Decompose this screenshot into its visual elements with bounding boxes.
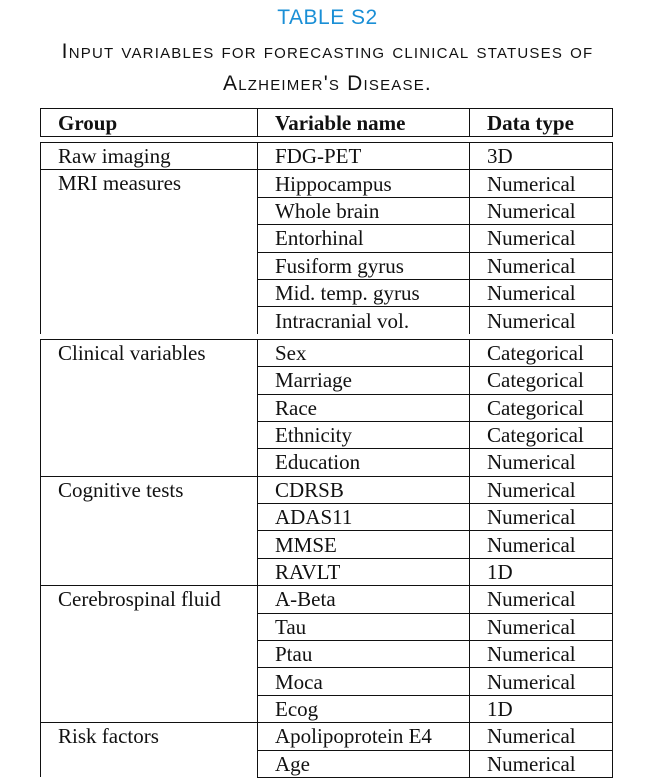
group-cell: Cerebrospinal fluid: [41, 586, 258, 723]
group-cell: Risk factors: [41, 723, 258, 778]
data-type-cell: 3D: [470, 143, 613, 170]
data-type-cell: 1D: [470, 695, 613, 722]
table-row: [41, 723, 613, 750]
data-type-cell: Numerical: [470, 750, 613, 777]
data-type-cell: 1D: [470, 558, 613, 585]
variable-name-cell: Education: [258, 449, 470, 476]
table-row: [41, 143, 613, 170]
group-cell: Cognitive tests: [41, 476, 258, 586]
header-variable-name: Variable name: [258, 109, 470, 137]
table-row: [41, 586, 613, 613]
variable-name-cell: Ethnicity: [258, 421, 470, 448]
header-row: [41, 109, 613, 137]
variable-name-cell: Intracranial vol.: [258, 307, 470, 334]
data-type-cell: Numerical: [470, 531, 613, 558]
table-caption: Input variables for forecasting clinical statuses of Alzheimer's Disease.: [61, 40, 594, 95]
data-type-cell: Numerical: [470, 252, 613, 279]
table-body: [41, 137, 613, 778]
group-cell: MRI measures: [41, 170, 258, 334]
data-type-cell: Numerical: [470, 197, 613, 224]
variable-name-cell: Mid. temp. gyrus: [258, 279, 470, 306]
data-type-cell: Categorical: [470, 367, 613, 394]
data-type-cell: Numerical: [470, 668, 613, 695]
data-type-cell: Numerical: [470, 613, 613, 640]
table-row: [41, 339, 613, 366]
data-type-cell: Numerical: [470, 504, 613, 531]
data-type-cell: Numerical: [470, 225, 613, 252]
data-type-cell: Numerical: [470, 170, 613, 197]
variable-name-cell: CDRSB: [258, 476, 470, 503]
variable-name-cell: Hippocampus: [258, 170, 470, 197]
variable-name-cell: RAVLT: [258, 558, 470, 585]
variable-name-cell: ADAS11: [258, 504, 470, 531]
data-type-cell: Categorical: [470, 394, 613, 421]
header-group: Group: [41, 109, 258, 137]
group-cell: Raw imaging: [41, 143, 258, 170]
table-row: [41, 476, 613, 503]
data-type-cell: Numerical: [470, 279, 613, 306]
variable-name-cell: MMSE: [258, 531, 470, 558]
data-type-cell: Categorical: [470, 421, 613, 448]
data-type-cell: Numerical: [470, 307, 613, 334]
data-type-cell: Numerical: [470, 476, 613, 503]
variable-name-cell: Ecog: [258, 695, 470, 722]
variable-name-cell: FDG-PET: [258, 143, 470, 170]
variable-name-cell: Ptau: [258, 641, 470, 668]
variable-name-cell: Sex: [258, 339, 470, 366]
data-type-cell: Numerical: [470, 723, 613, 750]
variable-name-cell: Marriage: [258, 367, 470, 394]
table-row: [41, 170, 613, 197]
header-data-type: Data type: [470, 109, 613, 137]
data-type-cell: Categorical: [470, 339, 613, 366]
variable-name-cell: Tau: [258, 613, 470, 640]
variable-name-cell: Fusiform gyrus: [258, 252, 470, 279]
variable-name-cell: Entorhinal: [258, 225, 470, 252]
variable-name-cell: A-Beta: [258, 586, 470, 613]
variable-name-cell: Apolipoprotein E4: [258, 723, 470, 750]
data-type-cell: Numerical: [470, 449, 613, 476]
variable-name-cell: Whole brain: [258, 197, 470, 224]
table-label: TABLE S2: [277, 6, 378, 29]
variable-name-cell: Age: [258, 750, 470, 777]
variable-name-cell: Moca: [258, 668, 470, 695]
data-type-cell: Numerical: [470, 586, 613, 613]
variables-table: [40, 108, 613, 778]
group-cell: Clinical variables: [41, 339, 258, 476]
variable-name-cell: Race: [258, 394, 470, 421]
data-type-cell: Numerical: [470, 641, 613, 668]
